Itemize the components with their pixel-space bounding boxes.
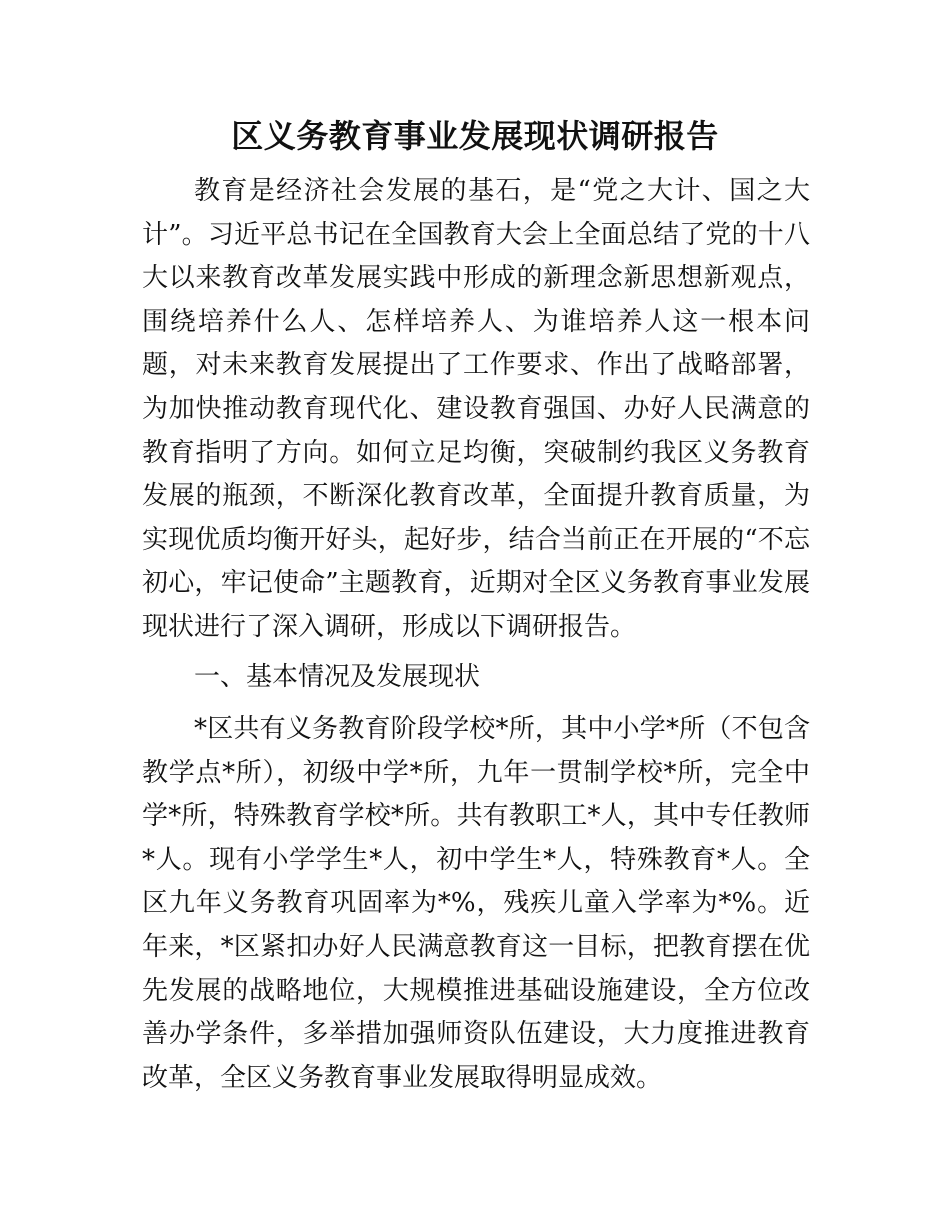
document-title: 区义务教育事业发展现状调研报告	[231, 117, 719, 155]
section-paragraph: *区共有义务教育阶段学校*所，其中小学*所（不包含教学点*所），初级中学*所，九年一贯制学校*所，完全中学*所，特殊教育学校*所。共有教职工*人，其中专任教师*人。现有小学学生*人，初中学生*人，特殊教育*人。全区九年义务教育巩固率为*%，残疾儿童入学率为*%。近年来，*区紧扣办好人民满意教育这一目标，把教育摆在优先发展的战略地位，大规模推进基础设施建设，全方位改善办学条件，多举措加强师资队伍建设，大力度推进教育改革，全区义务教育事业发展取得明显成效。	[142, 714, 810, 1093]
intro-paragraph: 教育是经济社会发展的基石，是“党之大计、国之大计”。习近平总书记在全国教育大会上全面总结了党的十八大以来教育改革发展实践中形成的新理念新思想新观点，围绕培养什么人、怎样培养人、为谁培养人这一根本问题，对未来教育发展提出了工作要求、作出了战略部署，为加快推动教育现代化、建设教育强国、办好人民满意的教育指明了方向。如何立足均衡，突破制约我区义务教育发展的瓶颈，不断深化教育改革，全面提升教育质量，为实现优质均衡开好头，起好步，结合当前正在开展的“不忘初心，牢记使命”主题教育，近期对全区义务教育事业发展现状进行了深入调研，形成以下调研报告。	[142, 176, 810, 642]
section-heading: 一、基本情况及发展现状	[194, 662, 481, 692]
